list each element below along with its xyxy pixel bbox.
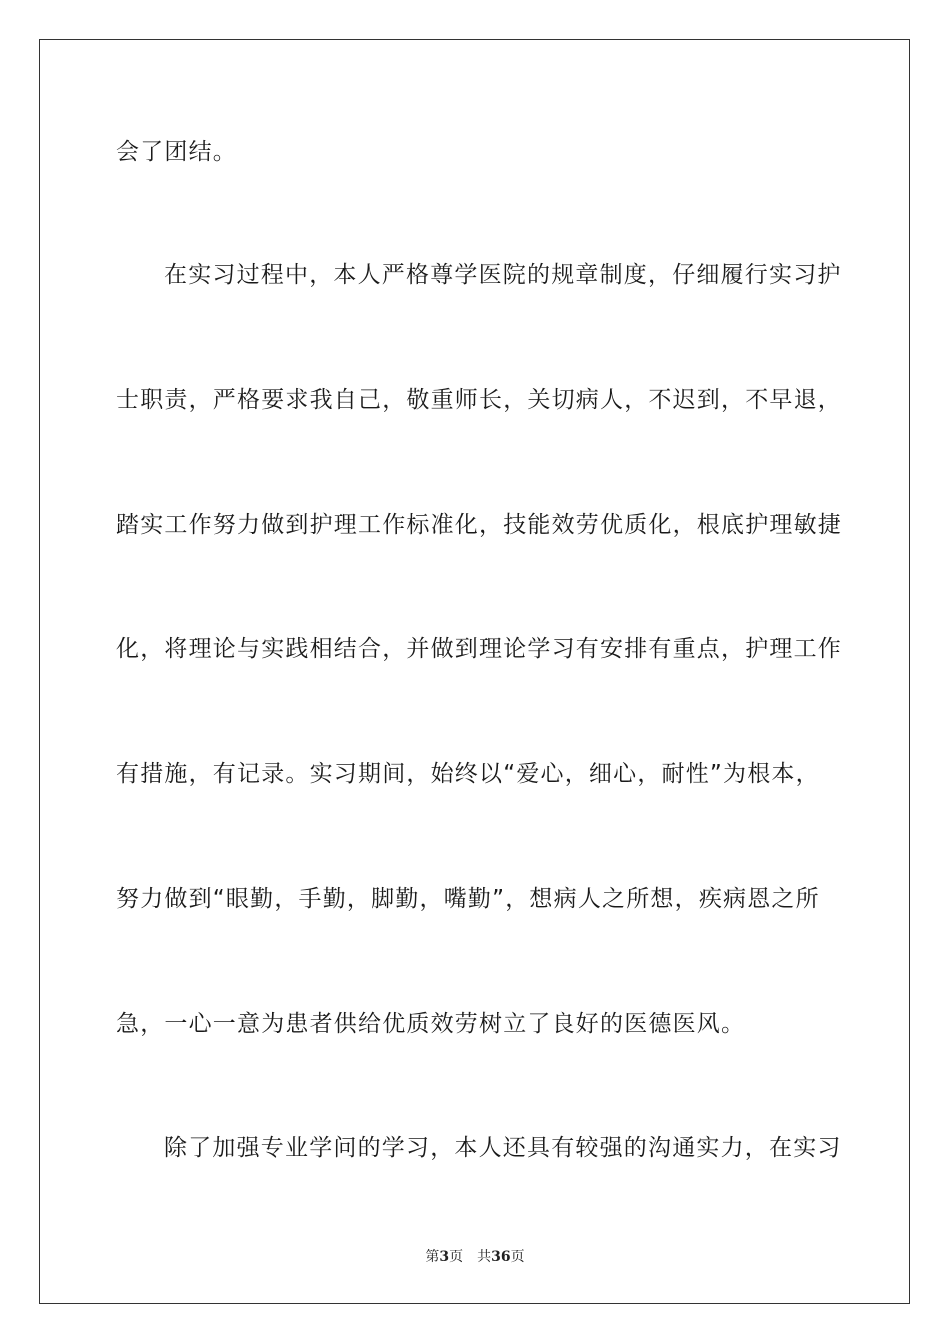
paragraph-first-line: 除了加强专业学问的学习，本人还具有较强的沟通实力，在实习 bbox=[164, 1135, 842, 1161]
total-pages: 36 bbox=[491, 1249, 511, 1265]
text-line: 化，将理论与实践相结合，并做到理论学习有安排有重点，护理工作 bbox=[116, 636, 842, 662]
total-suffix: 页 bbox=[510, 1249, 525, 1265]
text-line: 有措施，有记录。实习期间，始终以“爱心，细心，耐性”为根本， bbox=[116, 761, 820, 787]
page-prefix: 第 bbox=[425, 1249, 440, 1265]
page-footer bbox=[0, 1247, 950, 1267]
text-line: 会了团结。 bbox=[116, 139, 237, 165]
text-line: 士职责，严格要求我自己，敬重师长，关切病人，不迟到，不早退， bbox=[116, 387, 842, 413]
text-line: 努力做到“眼勤，手勤，脚勤，嘴勤”，想病人之所想，疾病恩之所 bbox=[116, 886, 820, 912]
text-line: 急，一心一意为患者供给优质效劳树立了良好的医德医风。 bbox=[116, 1011, 746, 1037]
total-prefix: 共 bbox=[477, 1249, 492, 1265]
paragraph-first-line: 在实习过程中，本人严格尊学医院的规章制度，仔细履行实习护 bbox=[164, 262, 842, 288]
page-border bbox=[39, 39, 910, 1304]
page-suffix: 页 bbox=[449, 1249, 464, 1265]
text-line: 踏实工作努力做到护理工作标准化，技能效劳优质化，根底护理敏捷 bbox=[116, 512, 842, 538]
page-number: 3 bbox=[439, 1249, 450, 1265]
